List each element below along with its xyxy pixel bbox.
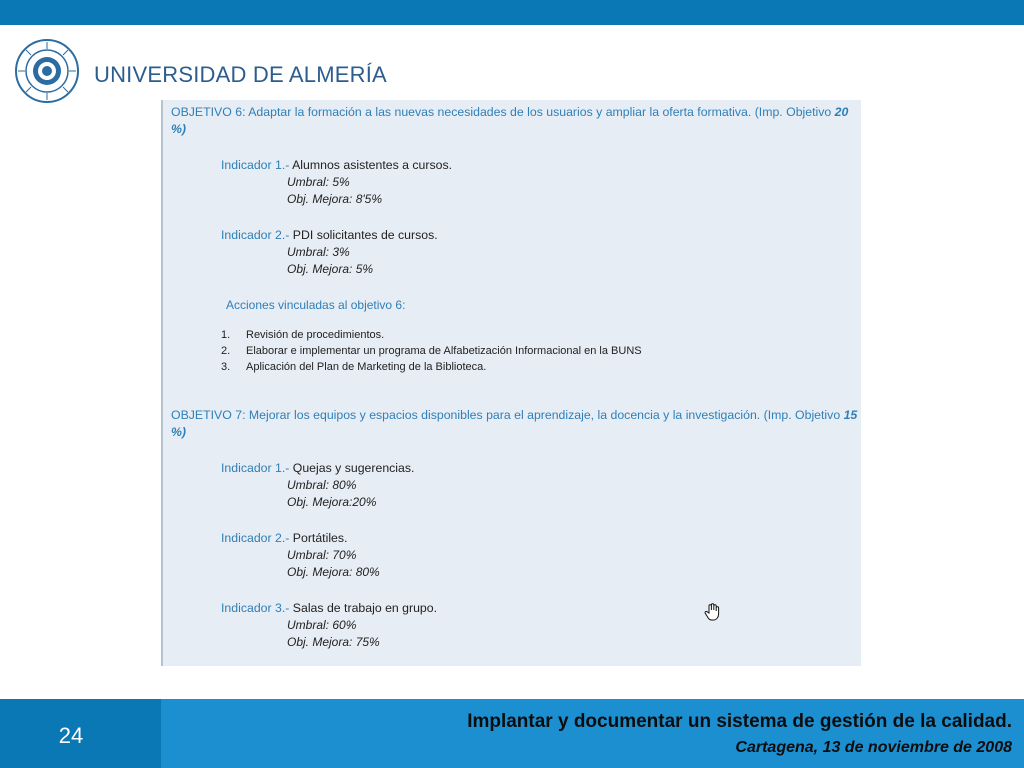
objective-7-title: OBJETIVO 7: Mejorar los equipos y espacios disponibles para el aprendizaje, la docencia y la investigación. (Imp. Objetivo 15 %): [171, 408, 858, 439]
objective-6-indicator-1-mejora: Obj. Mejora: 8'5%: [287, 192, 382, 206]
objective-6-weight: 20 %): [171, 105, 849, 136]
university-name: UNIVERSIDAD DE ALMERÍA: [94, 62, 387, 87]
university-logo: [14, 38, 387, 104]
objective-7-indicator-2-mejora: Obj. Mejora: 80%: [287, 565, 380, 579]
objective-7-weight: 15 %): [171, 408, 858, 439]
objective-7-indicator-3-mejora: Obj. Mejora: 75%: [287, 635, 380, 649]
objective-6-indicator-2-umbral: Umbral: 3%: [287, 245, 350, 259]
footer-subtitle: Cartagena, 13 de noviembre de 2008: [735, 739, 1012, 756]
objective-7-indicator-2: Indicador 2.- Portátiles.: [221, 531, 348, 545]
action-item: 3. Aplicación del Plan de Marketing de la Biblioteca.: [221, 361, 487, 373]
hand-cursor-icon: [703, 602, 723, 622]
objective-6-indicator-1-umbral: Umbral: 5%: [287, 175, 350, 189]
objective-6-actions-title: Acciones vinculadas al objetivo 6:: [226, 298, 406, 312]
objective-7-indicator-1-umbral: Umbral: 80%: [287, 478, 357, 492]
objective-6-indicator-2-mejora: Obj. Mejora: 5%: [287, 262, 374, 276]
footer-page-block: [0, 699, 161, 768]
objective-7-indicator-3: Indicador 3.- Salas de trabajo en grupo.: [221, 601, 438, 615]
objective-7-indicator-1: Indicador 1.- Quejas y sugerencias.: [221, 461, 415, 475]
objective-6-indicator-1: Indicador 1.- Alumnos asistentes a cursos.: [221, 158, 453, 172]
university-seal-icon: [14, 38, 80, 104]
footer-title: Implantar y documentar un sistema de gestión de la calidad.: [467, 711, 1012, 732]
objective-6-indicator-2: Indicador 2.- PDI solicitantes de cursos.: [221, 228, 438, 242]
objective-7-indicator-3-umbral: Umbral: 60%: [287, 618, 357, 632]
top-banner: [0, 0, 1024, 25]
objective-7-indicator-1-mejora: Obj. Mejora:20%: [287, 495, 377, 509]
content-panel: [161, 100, 861, 666]
page-number: 24: [58, 723, 84, 748]
action-item: 2. Elaborar e implementar un programa de Alfabetización Informacional en la BUNS: [221, 345, 642, 357]
footer-bar: [161, 699, 1024, 768]
objective-6-title: OBJETIVO 6: Adaptar la formación a las nuevas necesidades de los usuarios y ampliar la oferta formativa. (Imp. Objetivo 20 %): [171, 105, 849, 136]
objective-7-indicator-2-umbral: Umbral: 70%: [287, 548, 357, 562]
action-item: 1. Revisión de procedimientos.: [221, 329, 385, 341]
